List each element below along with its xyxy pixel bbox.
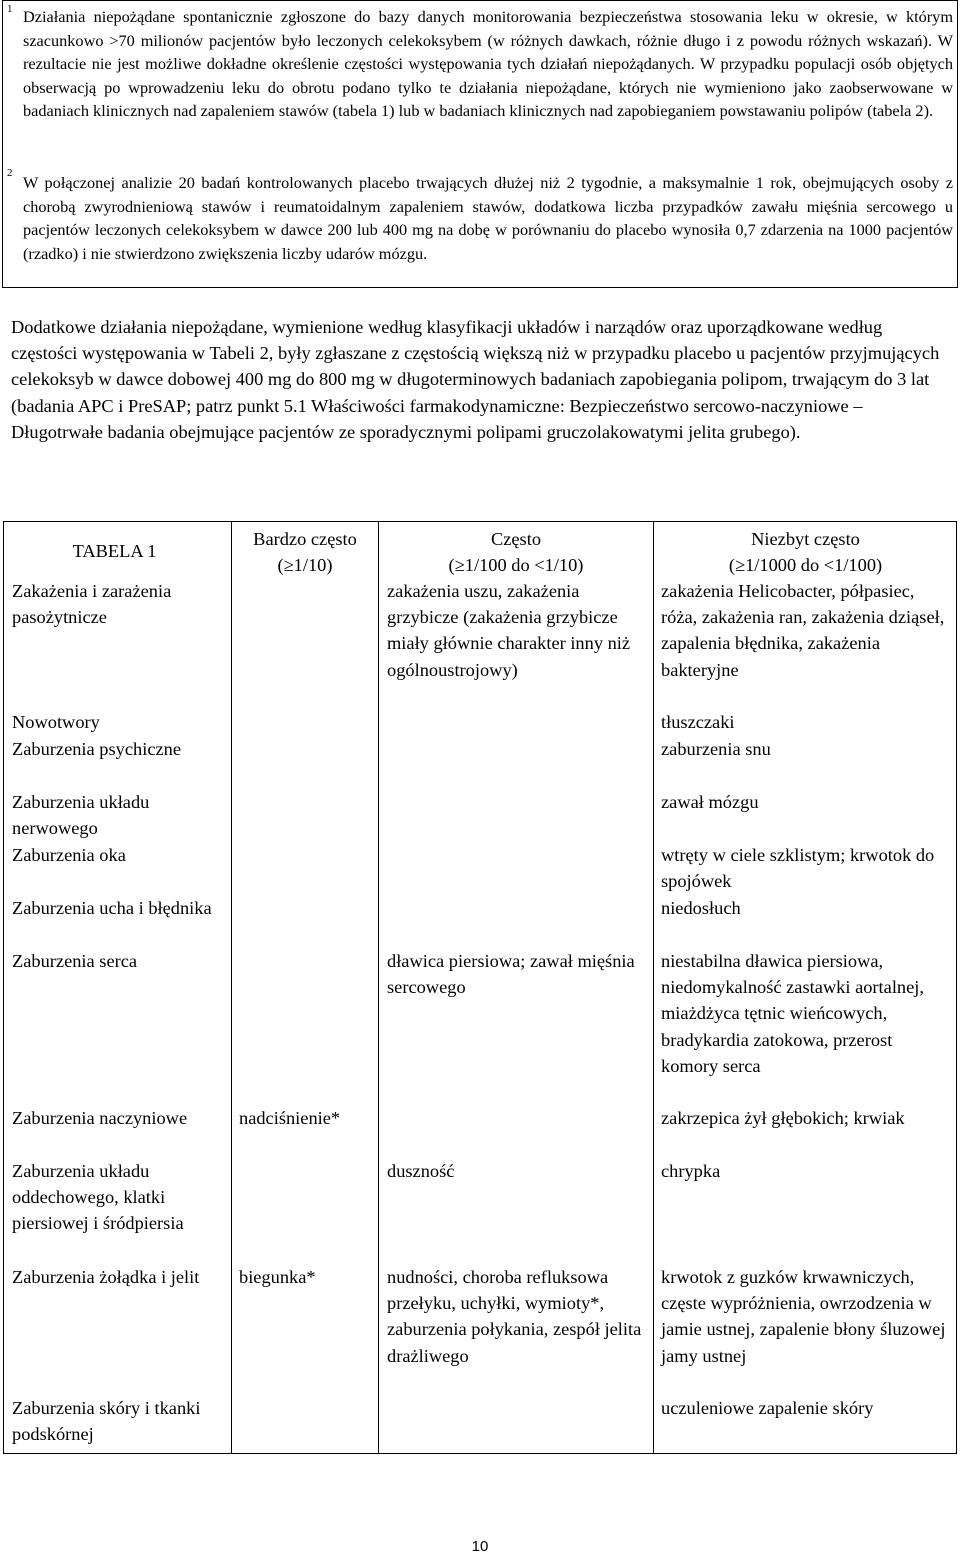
row-organ-infections: Zakażenia i zarażenia pasożytnicze bbox=[12, 581, 172, 628]
row-uncommon-eye: wtręty w ciele szklistym; krwotok do spojówek bbox=[661, 845, 935, 892]
row-common-respiratory: duszność bbox=[387, 1161, 455, 1181]
row-organ-psychiatric: Zaburzenia psychiczne bbox=[12, 739, 181, 759]
header-common-name: Często bbox=[490, 529, 542, 549]
row-organ-eye: Zaburzenia oka bbox=[12, 845, 126, 865]
row-uncommon-nervous: zawał mózgu bbox=[661, 792, 759, 812]
row-uncommon-respiratory: chrypka bbox=[661, 1161, 721, 1181]
row-organ-gastrointestinal: Zaburzenia żołądka i jelit bbox=[12, 1267, 200, 1287]
row-organ-respiratory: Zaburzenia układu oddechowego, klatki piersiowej i śródpiersia bbox=[12, 1161, 184, 1234]
header-very-common-range: (≥1/10) bbox=[277, 555, 333, 576]
footnote-1-mark: 1 bbox=[7, 3, 13, 15]
header-common bbox=[379, 526, 653, 578]
footnote-2-text: W połączonej analizie 20 badań kontrolowanych placebo trwających dłużej niż 2 tygodnie, a maksymalnie 1 rok, obejmujących osoby z chorobą zwyrodnieniową stawów i reumatoidalnym zapaleniem stawów, dodatkowa liczba przypadków zawału mięśnia sercowego u pacjentów leczonych celekoksybem w dawce 200 lub 400 mg na dobę w porównaniu do placebo wynosiła 0,7 zdarzenia na 1000 pacjentów (rzadko) i nie stwierdzono zwiększenia liczby udarów mózgu. bbox=[23, 173, 953, 263]
row-uncommon-gastrointestinal: krwotok z guzków krwawniczych, częste wypróżnienia, owrzodzenia w jamie ustnej, zapalenie błony śluzowej jamy ustnej bbox=[661, 1267, 946, 1366]
footnote-1-text: Działania niepożądane spontanicznie zgłoszone do bazy danych monitorowania bezpieczeństwa stosowania leku w okresie, w którym szacunkowo >70 milionów pacjentów było leczonych celekoksybem (w różnych dawkach, różnie długo i z powodu różnych wskazań). W rezultacie nie jest możliwe dokładne określenie częstości występowania tych działań niepożądanych. W przypadku populacji osób objętych obserwacją po wprowadzeniu leku do obrotu podano tylko te działania niepożądane, których nie wymieniono jako zaobserwowane w badaniach klinicznych nad zapaleniem stawów (tabela 1) lub w badaniach klinicznych nad zapobieganiem powstawaniu polipów (tabela 2). bbox=[23, 7, 953, 120]
footnote-2-mark: 2 bbox=[7, 167, 13, 179]
header-common-range: (≥1/100 do <1/10) bbox=[448, 555, 584, 576]
row-uncommon-ear: niedosłuch bbox=[661, 898, 741, 918]
row-organ-cardiac: Zaburzenia serca bbox=[12, 951, 138, 971]
row-uncommon-infections: zakażenia Helicobacter, półpasiec, róża, zakażenia ran, zakażenia dziąseł, zapalenia błędnika, zakażenia bakteryjne bbox=[661, 581, 945, 680]
row-organ-ear: Zaburzenia ucha i błędnika bbox=[12, 898, 212, 918]
intro-paragraph: Dodatkowe działania niepożądane, wymienione według klasyfikacji układów i narządów oraz uporządkowane według częstości występowania w Tabeli 2, były zgłaszane z częstością większą niż w przypadku placebo u pacjentów przyjmujących celekoksyb w dawce dobowej 400 mg do 800 mg w długoterminowych badaniach zapobiegania polipom, trwającym do 3 lat (badania APC i PreSAP; patrz punkt 5.1 Właściwości farmakodynamiczne: Bezpieczeństwo sercowo-naczyniowe – Długotrwałe badania obejmujące pacjentów ze sporadycznymi polipami gruczolakowatymi jelita grubego). bbox=[11, 317, 940, 442]
row-organ-nervous: Zaburzenia układu nerwowego bbox=[12, 792, 150, 839]
column-divider bbox=[231, 522, 232, 1453]
page-number: 10 bbox=[471, 1538, 489, 1555]
row-uncommon-vascular: zakrzepica żył głębokich; krwiak bbox=[661, 1108, 905, 1128]
header-uncommon-name: Niezbyt często bbox=[751, 529, 860, 549]
table-title: TABELA 1 bbox=[72, 541, 157, 561]
header-uncommon-range: (≥1/1000 do <1/100) bbox=[728, 555, 883, 576]
row-uncommon-neoplasms: tłuszczaki bbox=[661, 712, 735, 732]
row-organ-skin: Zaburzenia skóry i tkanki podskórnej bbox=[12, 1398, 201, 1445]
row-very-common-vascular: nadciśnienie* bbox=[239, 1108, 341, 1128]
row-organ-vascular: Zaburzenia naczyniowe bbox=[12, 1108, 188, 1128]
row-uncommon-skin: uczuleniowe zapalenie skóry bbox=[661, 1398, 874, 1418]
row-common-gastrointestinal: nudności, choroba refluksowa przełyku, uchyłki, wymioty*, zaburzenia połykania, zespół jelita drażliwego bbox=[387, 1267, 642, 1366]
column-divider bbox=[378, 522, 379, 1453]
row-uncommon-cardiac: niestabilna dławica piersiowa, niedomykalność zastawki aortalnej, miażdżyca tętnic wieńcowych, bradykardia zatokowa, przerost komory serca bbox=[661, 951, 925, 1076]
adverse-effects-table bbox=[3, 521, 957, 1454]
row-very-common-gastrointestinal: biegunka* bbox=[239, 1267, 316, 1287]
row-uncommon-psychiatric: zaburzenia snu bbox=[661, 739, 771, 759]
column-divider bbox=[653, 522, 654, 1453]
header-very-common bbox=[232, 526, 378, 578]
row-common-cardiac: dławica piersiowa; zawał mięśnia sercowego bbox=[387, 951, 635, 998]
footnotes-box bbox=[2, 0, 958, 288]
header-uncommon bbox=[654, 526, 957, 578]
row-organ-neoplasms: Nowotwory bbox=[12, 712, 100, 732]
header-very-common-name: Bardzo często bbox=[253, 529, 357, 549]
row-common-infections: zakażenia uszu, zakażenia grzybicze (zakażenia grzybicze miały głównie charakter inny niż ogólnoustrojowy) bbox=[387, 581, 631, 680]
